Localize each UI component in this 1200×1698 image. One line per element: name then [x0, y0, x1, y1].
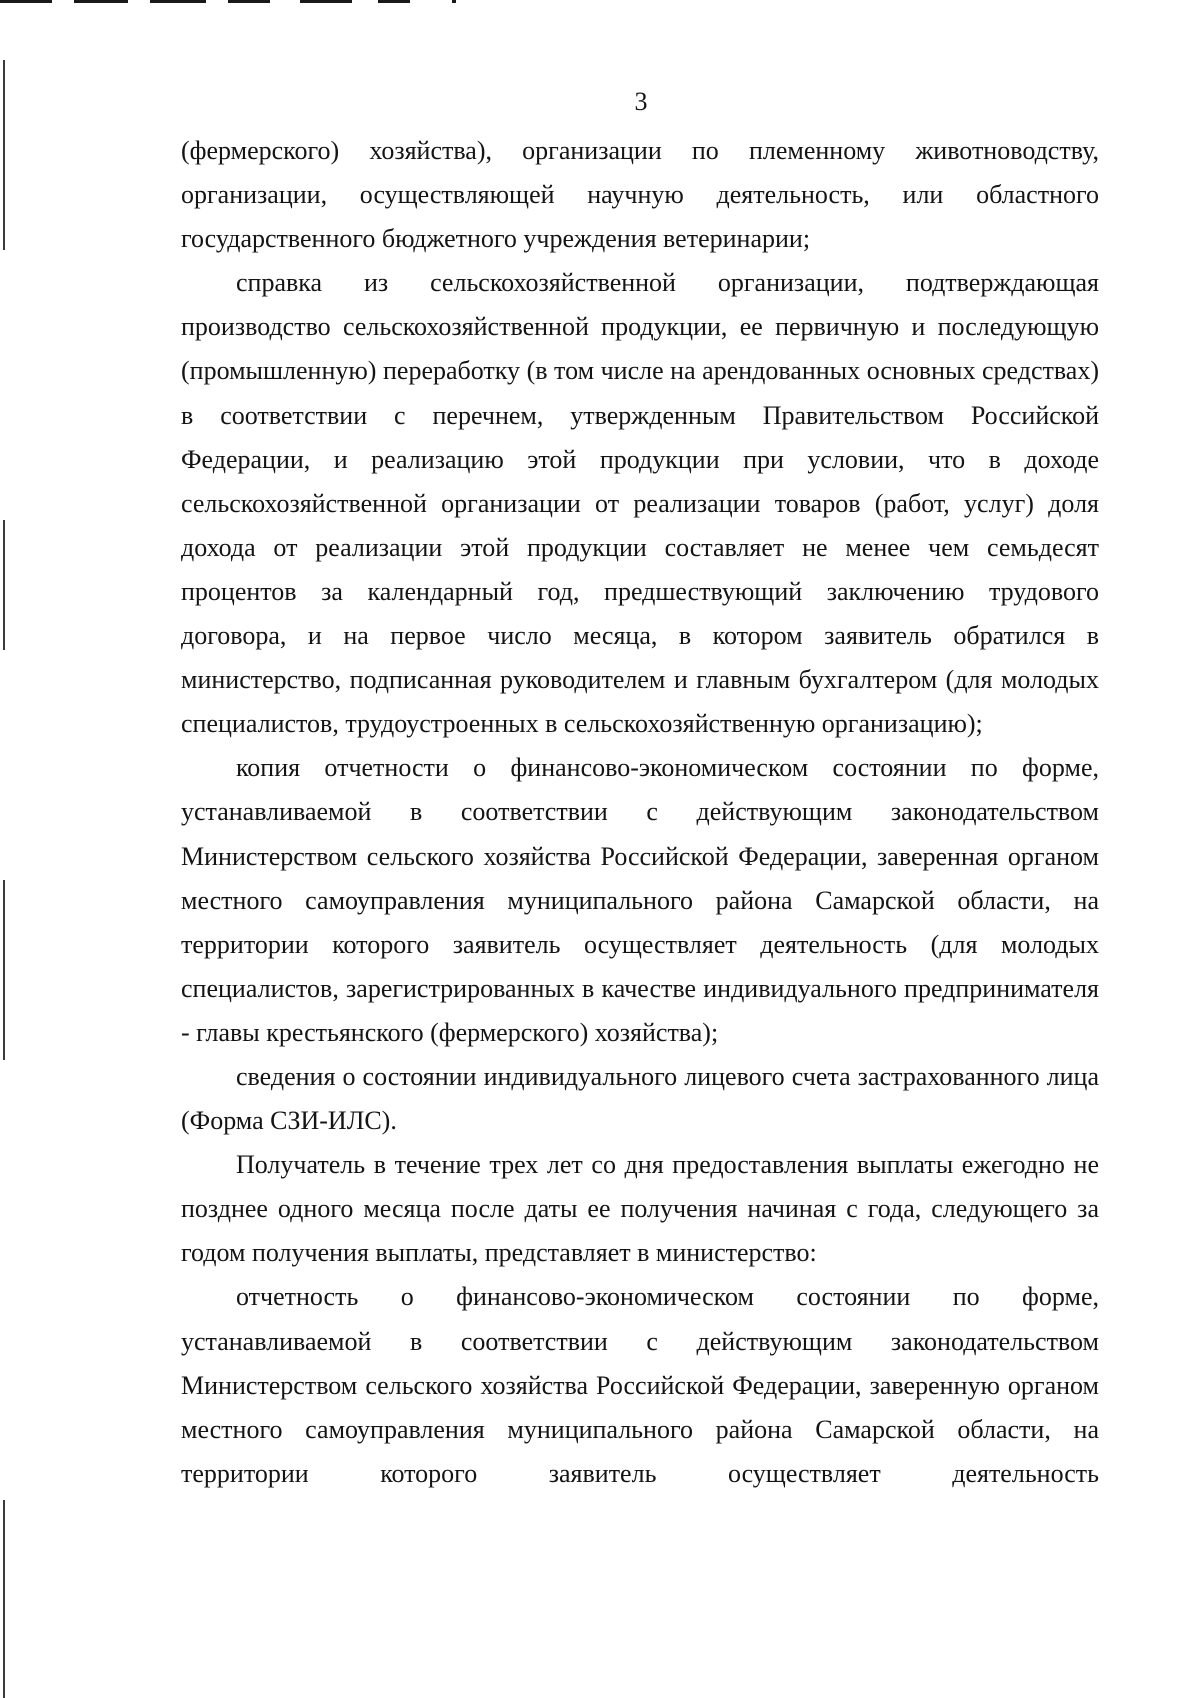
paragraph: сведения о состоянии индивидуального лицевого счета застрахованного лица (Форма СЗИ-ИЛС). [181, 1061, 1099, 1136]
paragraph: Получатель в течение трех лет со дня предоставления выплаты ежегодно не позднее одного месяца после даты ее получения начиная с года, следующего за годом получения выплаты, представляет в министерство: [181, 1150, 1099, 1268]
page-number: 3 [634, 87, 648, 116]
paragraph: (фермерского) хозяйства), организации по племенному животноводству, организации, осуществляющей научную деятельность, или областного государственного бюджетного учреждения ветеринарии; [181, 136, 1099, 254]
scan-edge-left [3, 1500, 5, 1698]
document-body [181, 129, 1099, 1496]
paragraph: отчетность о финансово-экономическом состоянии по форме, устанавливаемой в соответствии с действующим законодательством Министерством сельского хозяйства Российской Федерации, заверенную органом местного самоуправления муниципального района Самарской области, на территории которого заявитель осуществляет деятельность [181, 1282, 1099, 1488]
scan-edge-left [3, 880, 5, 1060]
paragraph: справка из сельскохозяйственной организации, подтверждающая производство сельскохозяйственной продукции, ее первичную и последующую (промышленную) переработку (в том числе на арендованных основных средствах) в соответствии с перечнем, утвержденным Правительством Российской Федерации, и реализацию этой продукции при условии, что в доходе сельскохозяйственной организации от реализации товаров (работ, услуг) доля дохода от реализации этой продукции составляет не менее чем семьдесят процентов за календарный год, предшествующий заключению трудового договора, и на первое число месяца, в котором заявитель обратился в министерство, подписанная руководителем и главным бухгалтером (для молодых специалистов, трудоустроенных в сельскохозяйственную организацию); [181, 268, 1099, 739]
scan-edge-left [3, 520, 5, 650]
paragraph: копия отчетности о финансово-экономическом состоянии по форме, устанавливаемой в соответствии с действующим законодательством Министерством сельского хозяйства Российской Федерации, заверенная органом местного самоуправления муниципального района Самарской области, на территории которого заявитель осуществляет деятельность (для молодых специалистов, зарегистрированных в качестве индивидуального предпринимателя - главы крестьянского (фермерского) хозяйства); [181, 753, 1099, 1047]
scan-edge-marks [0, 0, 470, 4]
